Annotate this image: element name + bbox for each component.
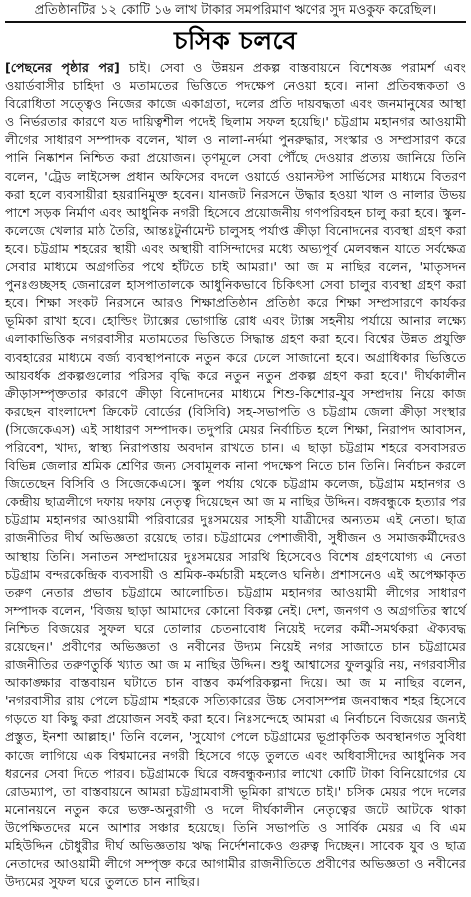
article-text: চাই। সেবা ও উন্নয়ন প্রকল্প বাস্তবায়নে বিশেষজ্ঞ পরামর্শ এবং ওয়ার্ডবাসীর চাহিদা ও মতামতের ভিত্তিতে পদক্ষেপ নেওয়া হবে। নানা প্রতিবন্ধকতা ও বিরোধিতা সত্ত্বেও নিজের কাজে একাগ্রতা, দলের প্রতি দায়বদ্ধতা এবং জনমানুষের আস্থা ও নির্ভরতার কারণে যত দায়িত্বশীল পদেই ছিলাম সফল হয়েছি।' চট্টগ্রাম মহানগর আওয়ামী লীগের সাধারণ সম্পাদক বলেন, খাল ও নালা-নর্দমা পুনরুদ্ধার, সংস্কার ও সম্প্রসারণ করে পানি নিষ্কাশন নিশ্চিত করা প্রয়োজন। তৃণমূলে সেবা পৌঁছে দেওয়ার প্রত্যয় জানিয়ে তিনি বলেন, 'ট্রেড লাইসেন্স প্রধান অফিসের বদলে ওয়ার্ডে ওয়ানস্টপ সার্ভিসের মাধ্যমে বিতরণ করা হলে ব্যবসায়ীরা হয়রানিমুক্ত হবেন। যানজট নিরসনে উদ্ধার হওয়া খাল ও নালার উভয় পাশে সড়ক নির্মাণ এবং আধুনিক নগরী হিসেবে প্রয়োজনীয় গণপরিবহন চালু করা হবে। স্কুল-কলেজে খেলার মাঠ তৈরি, আন্তঃটুর্নামেন্ট চালুসহ পর্যাপ্ত ক্রীড়া বিনোদনের ব্যবস্থা গ্রহণ করা হবে। চট্টগ্রাম শহরের স্থায়ী এবং অস্থায়ী বাসিন্দাদের মধ্যে অভ্যপূর্ব মেলবন্ধন যাতে সর্বক্ষেত্র সেবার মাধ্যমে অগ্রগতির পথে হাঁটতে চাই আমরা।' আ জ ম নাছির বলেন, 'মাতৃসদন পুনঃগুচ্ছসহ জেনারেল হাসপাতালকে আধুনিকভাবে চিকিৎসা সেবা চালুর ব্যবস্থা গ্রহণ করা হবে। শিক্ষা সংকট নিরসনে আরও শিক্ষাপ্রতিষ্ঠান প্রতিষ্ঠা করে শিক্ষা সম্প্রসারণে কার্যকর ভূমিকা রাখা হবে। হোল্ডিং ট্যাক্সের ভোগান্তি রোধ এবং ট্যাক্স সহনীয় পর্যায়ে আনার লক্ষ্যে এলাকাভিত্তিক নগরবাসীর মতামতের ভিত্তিতে সিদ্ধান্ত গ্রহণ করা হবে। বিশ্বের উন্নত প্রযুক্তি ব্যবহারের মাধ্যমে বর্জ্য ব্যবস্থাপনাকে নতুন করে ঢেলে সাজানো হবে। অগ্রাধিকার ভিত্তিতে আয়বর্ধক প্রকল্পগুলোর পরিসর বৃদ্ধি করে নতুন নতুন প্রকল্প গ্রহণ করা হবে।' দীর্ঘকালীন ক্রীড়াসম্পৃক্ততার কারণে ক্রীড়া বিনোদনের মাধ্যমে শিশু-কিশোর-যুব সম্প্রদায় নিয়ে কাজ করছেন বাংলাদেশ ক্রিকেট বোর্ডের (বিসিবি) সহ-সভাপতি ও চট্টগ্রাম জেলা ক্রীড়া সংস্থার (সিজেকেএস) এই সাধারণ সম্পাদক। তদুপরি মেয়র নির্বাচিত হলে শিক্ষা, নিরাপদ আবাসন, পরিবেশ, খাদ্য, স্বাস্থ্য নিরাপত্তায় অবদান রাখতে চান। এ ছাড়া চট্টগ্রাম শহরে বসবাসরত বিভিন্ন জেলার শ্রমিক শ্রেণির জন্য সেবামূলক নানা পদক্ষেপ নিতে চান তিনি। নির্বাচন করলে জিতেছেন বিসিবি ও সিজেকেএসে। স্কুল পর্যায় থেকে চট্টগ্রাম কলেজ, চট্টগ্রাম মহানগর ও কেন্দ্রীয় ছাত্রলীগে দফায় দফায় নেতৃত্ব দিয়েছেন আ জ ম নাছির উদ্দিন। বঙ্গবন্ধুকে হত্যার পর চট্টগ্রাম মহানগর আওয়ামী পরিবারের দুঃসময়ের সাহসী যাত্রীদের অন্যতম এই নেতা। ছাত্র রাজনীতির দীর্ঘ অভিজ্ঞতা রয়েছে তার। চট্টগ্রামের পেশাজীবী, সুধীজন ও সমাজকর্মীদেরও আস্থায় তিনি। সনাতন সম্প্রদায়ের দুঃসময়ের সারথি হিসেবেও বিশেষ গ্রহণযোগ্য এ নেতা চট্টগ্রাম বন্দরকেন্দ্রিক ব্যবসায়ী ও শ্রমিক-কর্মচারী মহলেও ঘনিষ্ঠ। প্রশাসনেও এই অপেক্ষাকৃত তরুণ নেতার প্রভাব চট্টগ্রামে আলোচিত। চট্টগ্রাম মহানগর আওয়ামী লীগের সাধারণ সম্পাদক বলেন, 'বিজয় ছাড়া আমাদের কোনো বিকল্প নেই। দেশ, জনগণ ও অগ্রগতির স্বার্থে নিশ্চিত বিজয়ের সুফল ঘরে তোলার চেতনাবোধ নিয়েই দলের কর্মী-সমর্থকরা ঐক্যবদ্ধ রয়েছেন।' প্রবীণের অভিজ্ঞতা ও নবীনের উদ্যম নিয়েই নগর সাজাতে চান চট্টগ্রামের রাজনীতির তরুণতুর্কি খ্যাত আ জ ম নাছির উদ্দিন। শুধু আশ্বাসের ফুলঝুরি নয়, নগরবাসীর আকাঙ্ক্ষার বাস্তবায়ন ঘটাতে চান বাস্তব কর্মপরিকল্পনা দিয়ে। আ জ ম নাছির বলেন, 'নগরবাসীর রায় পেলে চট্টগ্রাম শহরকে সত্যিকারের উচ্চ সেবাসম্পন্ন জনবান্ধব শহর হিসেবে গড়তে যা কিছু করা প্রয়োজন সবই করা হবে। নিঃসন্দেহে আমরা এ নির্বাচনে বিজয়ের জন্যই প্রস্তুত, ইনশা আল্লাহ।' তিনি বলেন, 'সুযোগ পেলে চট্টগ্রামের ভূপ্রাকৃতিক অবস্থানগত সুবিধা কাজে লাগিয়ে এক বিশ্বমানের নগরী হিসেবে গড়ে তুলতে এবং অধিবাসীদের আধুনিক সব ধরনের সেবা দিতে পারব। চট্টগ্রামকে ঘিরে বঙ্গবন্ধুকন্যার লাখো কোটি টাকা বিনিয়োগের যে রোডম্যাপ, তা বাস্তবায়নে আমরা চট্টগ্রামবাসী ভূমিকা রাখতে চাই।' চসিক মেয়র পদে দলের মনোনয়নে নতুন করে ভক্ত-অনুরাগী ও দলে দীর্ঘকালীন নেতৃত্বের জটে আটকে থাকা উপেক্ষিতদের মনে আশার সঞ্চার হয়েছে। তিনি সভাপতি ও সার্বিক মেয়র এ বি এম মহিউদ্দিন চৌধুরীর দীর্ঘ অভিজ্ঞতায় ঋদ্ধ নির্দেশনাকেও গুরুত্ব দিচ্ছেন। সাবেক যুব ও ছাত্র নেতাদের আওয়ামী লীগে সম্পৃক্ত করে আগামীর রাজনীতিতে প্রবীণের অভিজ্ঞতা ও নবীনের উদ্যমের সুফল ঘরে তুলতে চান নাছির। bbox=[5, 60, 466, 890]
separator-rule bbox=[5, 21, 466, 23]
article-body bbox=[5, 59, 466, 891]
continued-text-line: প্রতিষ্ঠানটির ১২ কোটি ১৬ লাখ টাকার সমপরিমাণ ঋণের সুদ মওকুফ করেছিল। bbox=[34, 3, 437, 18]
headline: চসিক চলবে bbox=[174, 26, 297, 55]
continuation-kicker: [পেছনের পৃষ্ঠার পর] bbox=[5, 60, 120, 75]
headline-wrap bbox=[5, 26, 466, 56]
